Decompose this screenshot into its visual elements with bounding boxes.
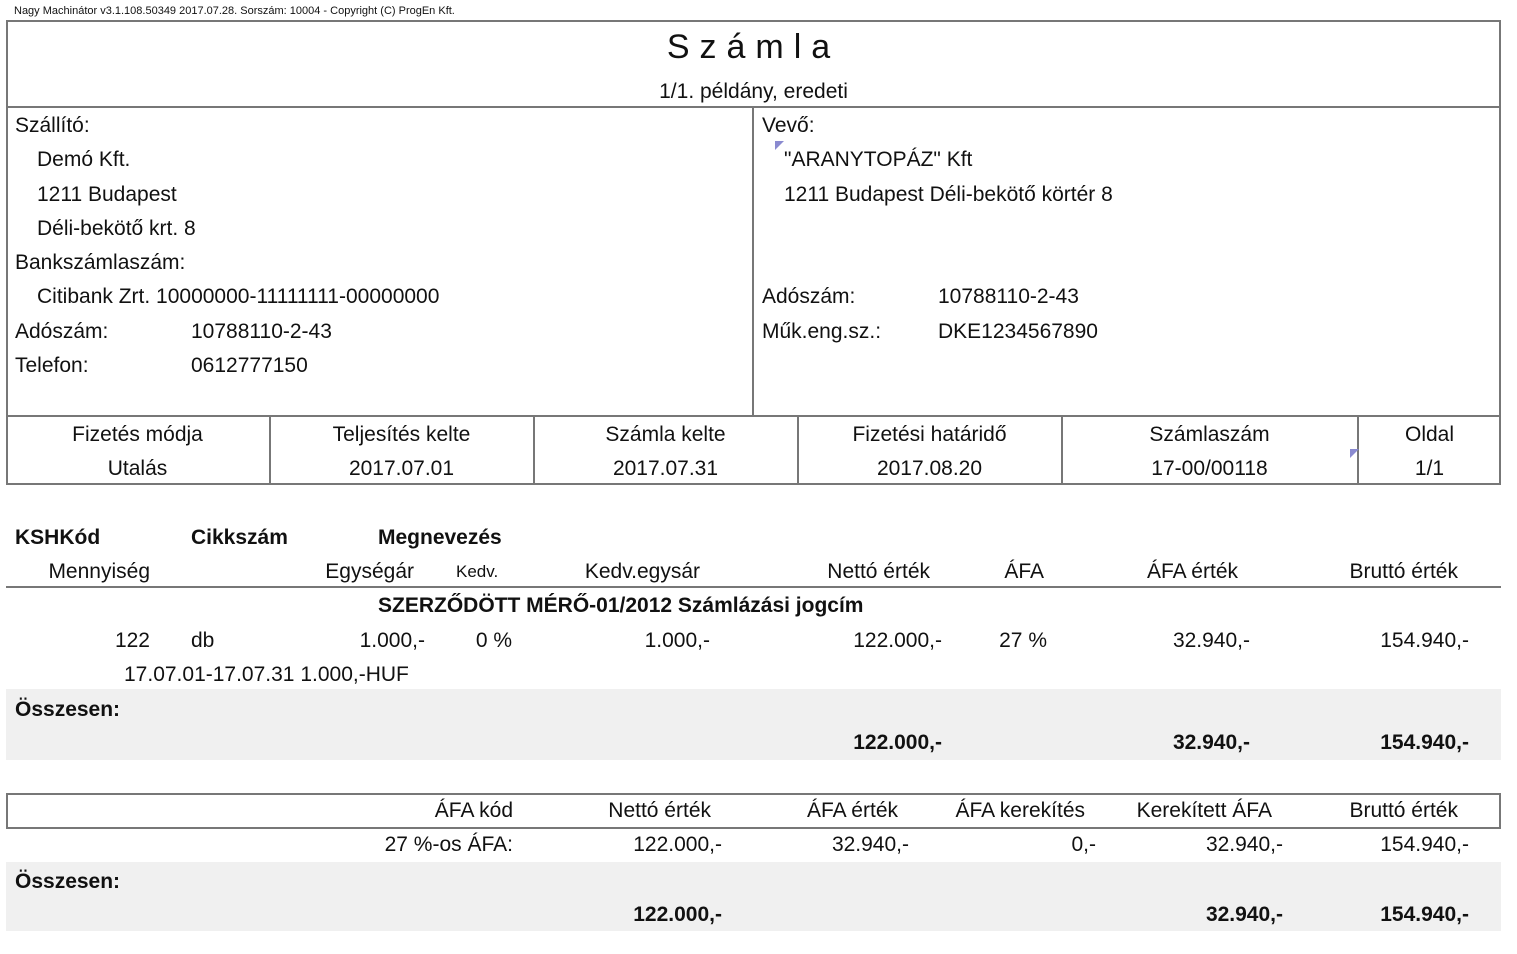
item-name: SZERZŐDÖTT MÉRŐ-01/2012 Számlázási jogcím — [378, 594, 864, 617]
fulfilment-label: Teljesítés kelte — [332, 423, 471, 446]
copy-info: 1/1. példány, eredeti — [659, 80, 848, 103]
vat-total-gross: 154.940,- — [1380, 903, 1469, 926]
supplier-street: Déli-bekötő krt. 8 — [37, 217, 196, 240]
buyer-tax-value: 10788110-2-43 — [938, 285, 1079, 308]
vat-col-rounding: ÁFA kerekítés — [955, 799, 1085, 822]
col-discount: Kedv. — [456, 562, 499, 581]
vat-row-rounded-vat: 32.940,- — [1205, 833, 1283, 856]
due-date-value: 2017.08.20 — [876, 457, 983, 480]
item-note: 17.07.01-17.07.31 1.000,-HUF — [124, 663, 409, 686]
invoice-number-label: Számlaszám — [1149, 423, 1270, 446]
buyer-license-value: DKE1234567890 — [938, 320, 1098, 343]
supplier-tax-value: 10788110-2-43 — [191, 320, 332, 343]
supplier-tax-label: Adószám: — [15, 320, 109, 343]
buyer-license-label: Műk.eng.sz.: — [762, 320, 882, 343]
page-value: 1/1 — [1414, 457, 1445, 480]
software-header: Nagy Machinátor v3.1.108.50349 2017.07.28. Sorszám: 10004 - Copyright (C) ProgEn Kft. — [14, 5, 455, 17]
invoice-date-value: 2017.07.31 — [612, 457, 719, 480]
vat-total-net: 122.000,- — [633, 903, 722, 926]
vat-summary-header-box — [6, 793, 1501, 829]
items-total-net: 122.000,- — [853, 731, 942, 754]
vat-col-gross: Bruttó érték — [1349, 799, 1458, 822]
vat-row-code: 27 %-os ÁFA: — [384, 833, 513, 856]
col-vat: ÁFA — [1004, 560, 1044, 583]
due-date-label: Fizetési határidő — [852, 423, 1007, 446]
item-gross: 154.940,- — [1380, 629, 1469, 652]
supplier-phone-value: 0612777150 — [191, 354, 308, 377]
vat-col-net: Nettó érték — [608, 799, 711, 822]
items-total-vat: 32.940,- — [1172, 731, 1250, 754]
supplier-name: Demó Kft. — [37, 148, 131, 171]
vat-col-rounded-vat: Kerekített ÁFA — [1136, 799, 1272, 822]
item-discount: 0 % — [475, 629, 512, 652]
vat-row-rounding: 0,- — [1071, 833, 1096, 856]
item-net: 122.000,- — [853, 629, 942, 652]
items-total-band — [6, 689, 1501, 760]
supplier-bank-label: Bankszámlaszám: — [15, 251, 186, 274]
item-vat: 27 % — [999, 629, 1047, 652]
vat-col-code: ÁFA kód — [434, 799, 513, 822]
vat-total-label: Összesen: — [15, 870, 121, 893]
buyer-address: 1211 Budapest Déli-bekötő körtér 8 — [784, 183, 1113, 206]
buyer-name: "ARANYTOPÁZ" Kft — [784, 148, 973, 171]
field-marker-icon — [775, 141, 784, 150]
supplier-city: 1211 Budapest — [37, 183, 177, 206]
invoice-number-value: 17-00/00118 — [1151, 457, 1268, 480]
invoice-title: Számla — [666, 28, 841, 66]
col-sku: Cikkszám — [191, 526, 288, 549]
vat-row-net: 122.000,- — [633, 833, 722, 856]
col-qty: Mennyiség — [48, 560, 150, 583]
buyer-tax-label: Adószám: — [762, 285, 856, 308]
items-header-rule — [6, 586, 1501, 588]
supplier-phone-label: Telefon: — [15, 354, 89, 377]
supplier-label: Szállító: — [15, 114, 90, 137]
supplier-bank-value: Citibank Zrt. 10000000-11111111-00000000 — [37, 285, 440, 308]
item-disc-unit-price: 1.000,- — [644, 629, 710, 652]
vat-row-gross: 154.940,- — [1380, 833, 1469, 856]
col-unit-price: Egységár — [325, 560, 414, 583]
col-name: Megnevezés — [378, 526, 502, 549]
col-vat-value: ÁFA érték — [1146, 560, 1238, 583]
buyer-label: Vevő: — [762, 114, 815, 137]
fulfilment-value: 2017.07.01 — [348, 457, 455, 480]
page-label: Oldal — [1404, 423, 1455, 446]
col-ksh: KSHKód — [15, 526, 101, 549]
vat-col-vat-value: ÁFA érték — [806, 799, 898, 822]
invoice-date-label: Számla kelte — [605, 423, 726, 446]
parties-divider — [752, 107, 754, 416]
payment-value: Utalás — [107, 457, 168, 480]
item-qty: 122 — [114, 629, 150, 652]
col-net: Nettó érték — [827, 560, 930, 583]
col-gross: Bruttó érték — [1349, 560, 1458, 583]
vat-row-vat-value: 32.940,- — [831, 833, 909, 856]
vat-total-rounded-vat: 32.940,- — [1205, 903, 1283, 926]
item-vat-value: 32.940,- — [1172, 629, 1250, 652]
items-total-gross: 154.940,- — [1380, 731, 1469, 754]
payment-label: Fizetés módja — [72, 423, 203, 446]
col-disc-unit-price: Kedv.egysár — [584, 560, 700, 583]
item-unit: db — [191, 629, 215, 652]
items-total-label: Összesen: — [15, 698, 121, 721]
item-unit-price: 1.000,- — [359, 629, 425, 652]
